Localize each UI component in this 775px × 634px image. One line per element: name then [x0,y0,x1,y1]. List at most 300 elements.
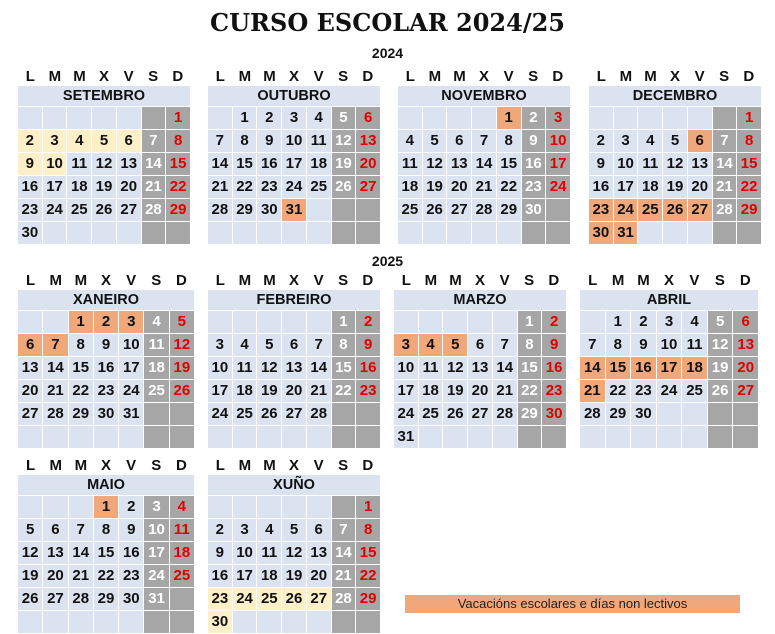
weekday-label: X [100,456,111,474]
day-cell: 7 [493,334,517,356]
day-cell: 8 [356,519,380,541]
day-cell: 22 [166,176,190,198]
empty-day-cell [497,222,521,244]
day-cell: 3 [208,334,232,356]
empty-day-cell [170,611,194,633]
weekday-label: X [100,271,111,289]
month-outubro [208,66,380,244]
day-cell: 8 [94,519,118,541]
weekday-label: M [263,271,276,289]
day-cell: 21 [307,380,331,402]
weekday-label: M [424,271,438,289]
day-cell: 4 [170,496,194,518]
weekday-label: M [238,456,252,474]
day-cell: 13 [18,357,42,379]
day-cell: 26 [423,199,447,221]
month-name: SETEMBRO [18,86,190,107]
day-cell: 23 [94,380,118,402]
day-cell: 3 [144,496,168,518]
day-cell: 17 [43,176,67,198]
day-cell: 30 [257,199,281,221]
day-cell: 19 [170,357,194,379]
empty-day-cell [208,311,232,333]
day-cell: 21 [493,380,517,402]
day-cell: 9 [257,130,281,152]
day-cell: 8 [166,130,190,152]
weekday-label: S [524,271,535,289]
day-cell: 29 [233,199,257,221]
day-cell: 7 [713,130,737,152]
day-cell: 14 [493,357,517,379]
day-cell: 11 [398,153,422,175]
empty-day-cell [589,107,613,129]
day-cell: 18 [170,542,194,564]
day-cell: 9 [356,334,380,356]
empty-day-cell [332,496,356,518]
empty-day-cell [708,426,733,448]
day-cell: 10 [546,130,570,152]
weekday-label: L [25,456,36,474]
weekday-label: X [99,67,110,85]
empty-day-cell [208,496,232,518]
day-cell: 10 [614,153,638,175]
day-cell: 10 [233,542,257,564]
day-cell: 24 [43,199,67,221]
empty-day-cell [67,222,91,244]
month-grid [589,107,761,244]
day-cell: 16 [522,153,546,175]
empty-day-cell [144,611,168,633]
weekday-label: D [552,67,564,85]
day-cell: 24 [208,403,232,425]
day-cell: 1 [518,311,542,333]
empty-day-cell [606,426,631,448]
day-cell: 20 [307,565,331,587]
weekday-label: S [528,67,539,85]
day-cell: 1 [356,496,380,518]
empty-day-cell [144,426,168,448]
day-cell: 15 [233,153,257,175]
day-cell: 8 [518,334,542,356]
day-cell: 2 [542,311,566,333]
day-cell: 18 [257,565,281,587]
empty-day-cell [257,222,281,244]
day-cell: 27 [447,199,471,221]
weekday-label: D [362,67,374,85]
day-cell: 17 [394,380,418,402]
month-name: FEBREIRO [208,290,380,311]
weekday-label: M [637,271,650,289]
weekday-label: M [644,67,657,85]
empty-day-cell [394,311,418,333]
day-cell: 28 [307,403,331,425]
day-cell: 19 [18,565,42,587]
day-cell: 19 [282,565,306,587]
weekday-label: M [453,67,466,85]
day-cell: 25 [67,199,91,221]
day-cell: 17 [119,357,143,379]
day-cell: 27 [468,403,492,425]
day-cell: 24 [233,588,257,610]
day-cell: 28 [142,199,166,221]
weekday-label: X [475,271,486,289]
weekday-label: X [289,67,300,85]
empty-day-cell [657,403,682,425]
day-cell: 11 [682,334,707,356]
day-cell: 23 [208,588,232,610]
day-cell: 25 [398,199,422,221]
day-cell: 11 [144,334,168,356]
day-cell: 10 [43,153,67,175]
day-cell: 20 [733,357,758,379]
day-cell: 25 [170,565,194,587]
empty-day-cell [631,426,656,448]
day-cell: 18 [307,153,331,175]
day-cell: 29 [497,199,521,221]
day-cell: 27 [18,403,42,425]
day-cell: 28 [713,199,737,221]
day-cell: 16 [631,357,656,379]
empty-day-cell [708,403,733,425]
day-cell: 14 [43,357,67,379]
empty-day-cell [94,426,118,448]
day-cell: 24 [144,565,168,587]
day-cell: 19 [257,380,281,402]
day-cell: 6 [43,519,67,541]
empty-day-cell [688,107,712,129]
day-cell: 19 [92,176,116,198]
weekday-label: M [49,271,62,289]
day-cell: 7 [332,519,356,541]
day-cell: 4 [398,130,422,152]
day-cell: 31 [614,222,638,244]
day-cell: 5 [257,334,281,356]
day-cell: 7 [307,334,331,356]
day-cell: 6 [468,334,492,356]
day-cell: 30 [522,199,546,221]
month-grid [394,311,566,448]
day-cell: 5 [663,130,687,152]
day-cell: 20 [356,153,380,175]
month-name: ABRIL [580,290,758,311]
empty-day-cell [43,611,67,633]
day-cell: 3 [233,519,257,541]
day-cell: 3 [657,311,682,333]
day-cell: 29 [69,403,93,425]
day-cell: 1 [497,107,521,129]
weekday-label: V [503,67,514,85]
day-cell: 6 [447,130,471,152]
weekday-label: S [338,456,349,474]
empty-day-cell [398,107,422,129]
day-cell: 23 [18,199,42,221]
day-cell: 16 [542,357,566,379]
weekday-label: L [215,271,225,289]
weekday-label: L [401,271,411,289]
month-maio [18,455,194,633]
weekday-label: X [670,67,681,85]
empty-day-cell [472,107,496,129]
day-cell: 17 [208,380,232,402]
day-cell: 28 [208,199,232,221]
day-cell: 27 [282,403,306,425]
day-cell: 23 [542,380,566,402]
empty-day-cell [119,611,143,633]
day-cell: 22 [737,176,761,198]
day-cell: 10 [144,519,168,541]
weekday-label: S [148,67,159,85]
day-cell: 20 [43,565,67,587]
empty-day-cell [307,611,331,633]
day-cell: 16 [18,176,42,198]
day-cell: 27 [356,176,380,198]
day-cell: 2 [94,311,118,333]
day-cell: 12 [443,357,467,379]
empty-day-cell [682,426,707,448]
empty-day-cell [398,222,422,244]
day-cell: 26 [18,588,42,610]
day-cell: 4 [257,519,281,541]
day-cell: 17 [546,153,570,175]
day-cell: 26 [443,403,467,425]
day-cell: 9 [542,334,566,356]
day-cell: 30 [94,403,118,425]
month-setembro [18,66,190,244]
day-cell: 21 [69,565,93,587]
day-cell: 14 [208,153,232,175]
day-cell: 11 [419,357,443,379]
weekday-label: M [263,456,276,474]
day-cell: 6 [117,130,141,152]
month-name: MAIO [18,475,194,496]
empty-day-cell [423,222,447,244]
day-cell: 11 [638,153,662,175]
weekday-header [394,270,566,290]
day-cell: 21 [713,176,737,198]
day-cell: 27 [688,199,712,221]
day-cell: 26 [708,380,733,402]
day-cell: 30 [119,588,143,610]
day-cell: 23 [522,176,546,198]
weekday-label: S [151,456,162,474]
day-cell: 7 [472,130,496,152]
day-cell: 5 [92,130,116,152]
weekday-label: L [25,67,35,85]
day-cell: 4 [67,130,91,152]
day-cell: 30 [589,222,613,244]
weekday-label: M [238,271,252,289]
day-cell: 29 [606,403,631,425]
empty-day-cell [69,611,93,633]
empty-day-cell [443,311,467,333]
empty-day-cell [257,496,281,518]
empty-day-cell [282,311,306,333]
day-cell: 18 [419,380,443,402]
day-cell: 28 [332,588,356,610]
empty-day-cell [356,403,380,425]
empty-day-cell [419,426,443,448]
day-cell: 8 [606,334,631,356]
empty-day-cell [443,426,467,448]
day-cell: 11 [233,357,257,379]
weekday-label: M [449,271,462,289]
empty-day-cell [307,426,331,448]
day-cell: 19 [708,357,733,379]
weekday-header [398,66,570,86]
day-cell: 28 [493,403,517,425]
empty-day-cell [170,426,194,448]
day-cell: 19 [332,153,356,175]
day-cell: 16 [208,565,232,587]
day-cell: 22 [332,380,356,402]
month-name: XANEIRO [18,290,194,311]
weekday-label: V [126,456,137,474]
empty-day-cell [663,222,687,244]
empty-day-cell [733,403,758,425]
day-cell: 10 [208,357,232,379]
day-cell: 5 [708,311,733,333]
empty-day-cell [447,222,471,244]
page-title: CURSO ESCOLAR 2024/25 [210,8,565,37]
weekday-header [18,455,194,475]
day-cell: 24 [119,380,143,402]
empty-day-cell [166,222,190,244]
day-cell: 6 [688,130,712,152]
day-cell: 28 [472,199,496,221]
day-cell: 11 [257,542,281,564]
empty-day-cell [67,107,91,129]
month-grid [580,311,758,448]
day-cell: 30 [542,403,566,425]
day-cell: 9 [94,334,118,356]
empty-day-cell [43,222,67,244]
day-cell: 20 [447,176,471,198]
empty-day-cell [69,496,93,518]
day-cell: 20 [117,176,141,198]
empty-day-cell [69,426,93,448]
day-cell: 15 [518,357,542,379]
empty-day-cell [356,426,380,448]
day-cell: 25 [144,380,168,402]
day-cell: 18 [67,176,91,198]
day-cell: 1 [606,311,631,333]
day-cell: 27 [43,588,67,610]
weekday-label: M [74,271,88,289]
day-cell: 21 [43,380,67,402]
day-cell: 5 [18,519,42,541]
weekday-label: S [338,271,349,289]
day-cell: 12 [708,334,733,356]
day-cell: 22 [518,380,542,402]
day-cell: 18 [398,176,422,198]
day-cell: 9 [208,542,232,564]
day-cell: 9 [18,153,42,175]
day-cell: 18 [638,176,662,198]
day-cell: 5 [170,311,194,333]
day-cell: 13 [43,542,67,564]
day-cell: 8 [497,130,521,152]
empty-day-cell [307,496,331,518]
weekday-label: M [238,67,252,85]
day-cell: 23 [257,176,281,198]
empty-day-cell [356,611,380,633]
weekday-label: D [362,271,374,289]
empty-day-cell [18,311,42,333]
day-cell: 12 [663,153,687,175]
empty-day-cell [423,107,447,129]
day-cell: 31 [119,403,143,425]
empty-day-cell [468,426,492,448]
day-cell: 31 [394,426,418,448]
empty-day-cell [522,222,546,244]
day-cell: 13 [688,153,712,175]
day-cell: 1 [166,107,190,129]
day-cell: 15 [94,542,118,564]
weekday-label: X [289,271,300,289]
empty-day-cell [546,199,570,221]
day-cell: 22 [233,176,257,198]
day-cell: 16 [257,153,281,175]
day-cell: 22 [69,380,93,402]
empty-day-cell [580,311,605,333]
empty-day-cell [92,107,116,129]
empty-day-cell [257,311,281,333]
day-cell: 4 [419,334,443,356]
weekday-header [208,455,380,475]
empty-day-cell [208,107,232,129]
day-cell: 2 [257,107,281,129]
weekday-header [589,66,761,86]
month-decembro [589,66,761,244]
empty-day-cell [447,107,471,129]
empty-day-cell [307,222,331,244]
day-cell: 7 [69,519,93,541]
empty-day-cell [144,403,168,425]
day-cell: 17 [614,176,638,198]
day-cell: 14 [332,542,356,564]
weekday-label: M [74,456,88,474]
day-cell: 14 [472,153,496,175]
weekday-label: L [215,456,225,474]
weekday-label: L [588,271,598,289]
weekday-header [18,66,190,86]
day-cell: 18 [233,380,257,402]
empty-day-cell [546,222,570,244]
month-grid [208,311,380,448]
weekday-label: V [313,67,324,85]
empty-day-cell [518,426,542,448]
weekday-label: M [263,67,276,85]
month-febreiro [208,270,380,448]
empty-day-cell [117,222,141,244]
day-cell: 1 [69,311,93,333]
day-cell: 15 [497,153,521,175]
month-name: DECEMBRO [589,86,761,107]
day-cell: 4 [307,107,331,129]
day-cell: 24 [282,176,306,198]
day-cell: 21 [580,380,605,402]
day-cell: 1 [233,107,257,129]
month-grid [208,107,380,244]
day-cell: 16 [356,357,380,379]
day-cell: 12 [18,542,42,564]
day-cell: 27 [733,380,758,402]
weekday-header [580,270,758,290]
weekday-label: V [313,456,324,474]
day-cell: 21 [142,176,166,198]
day-cell: 10 [282,130,306,152]
day-cell: 17 [657,357,682,379]
